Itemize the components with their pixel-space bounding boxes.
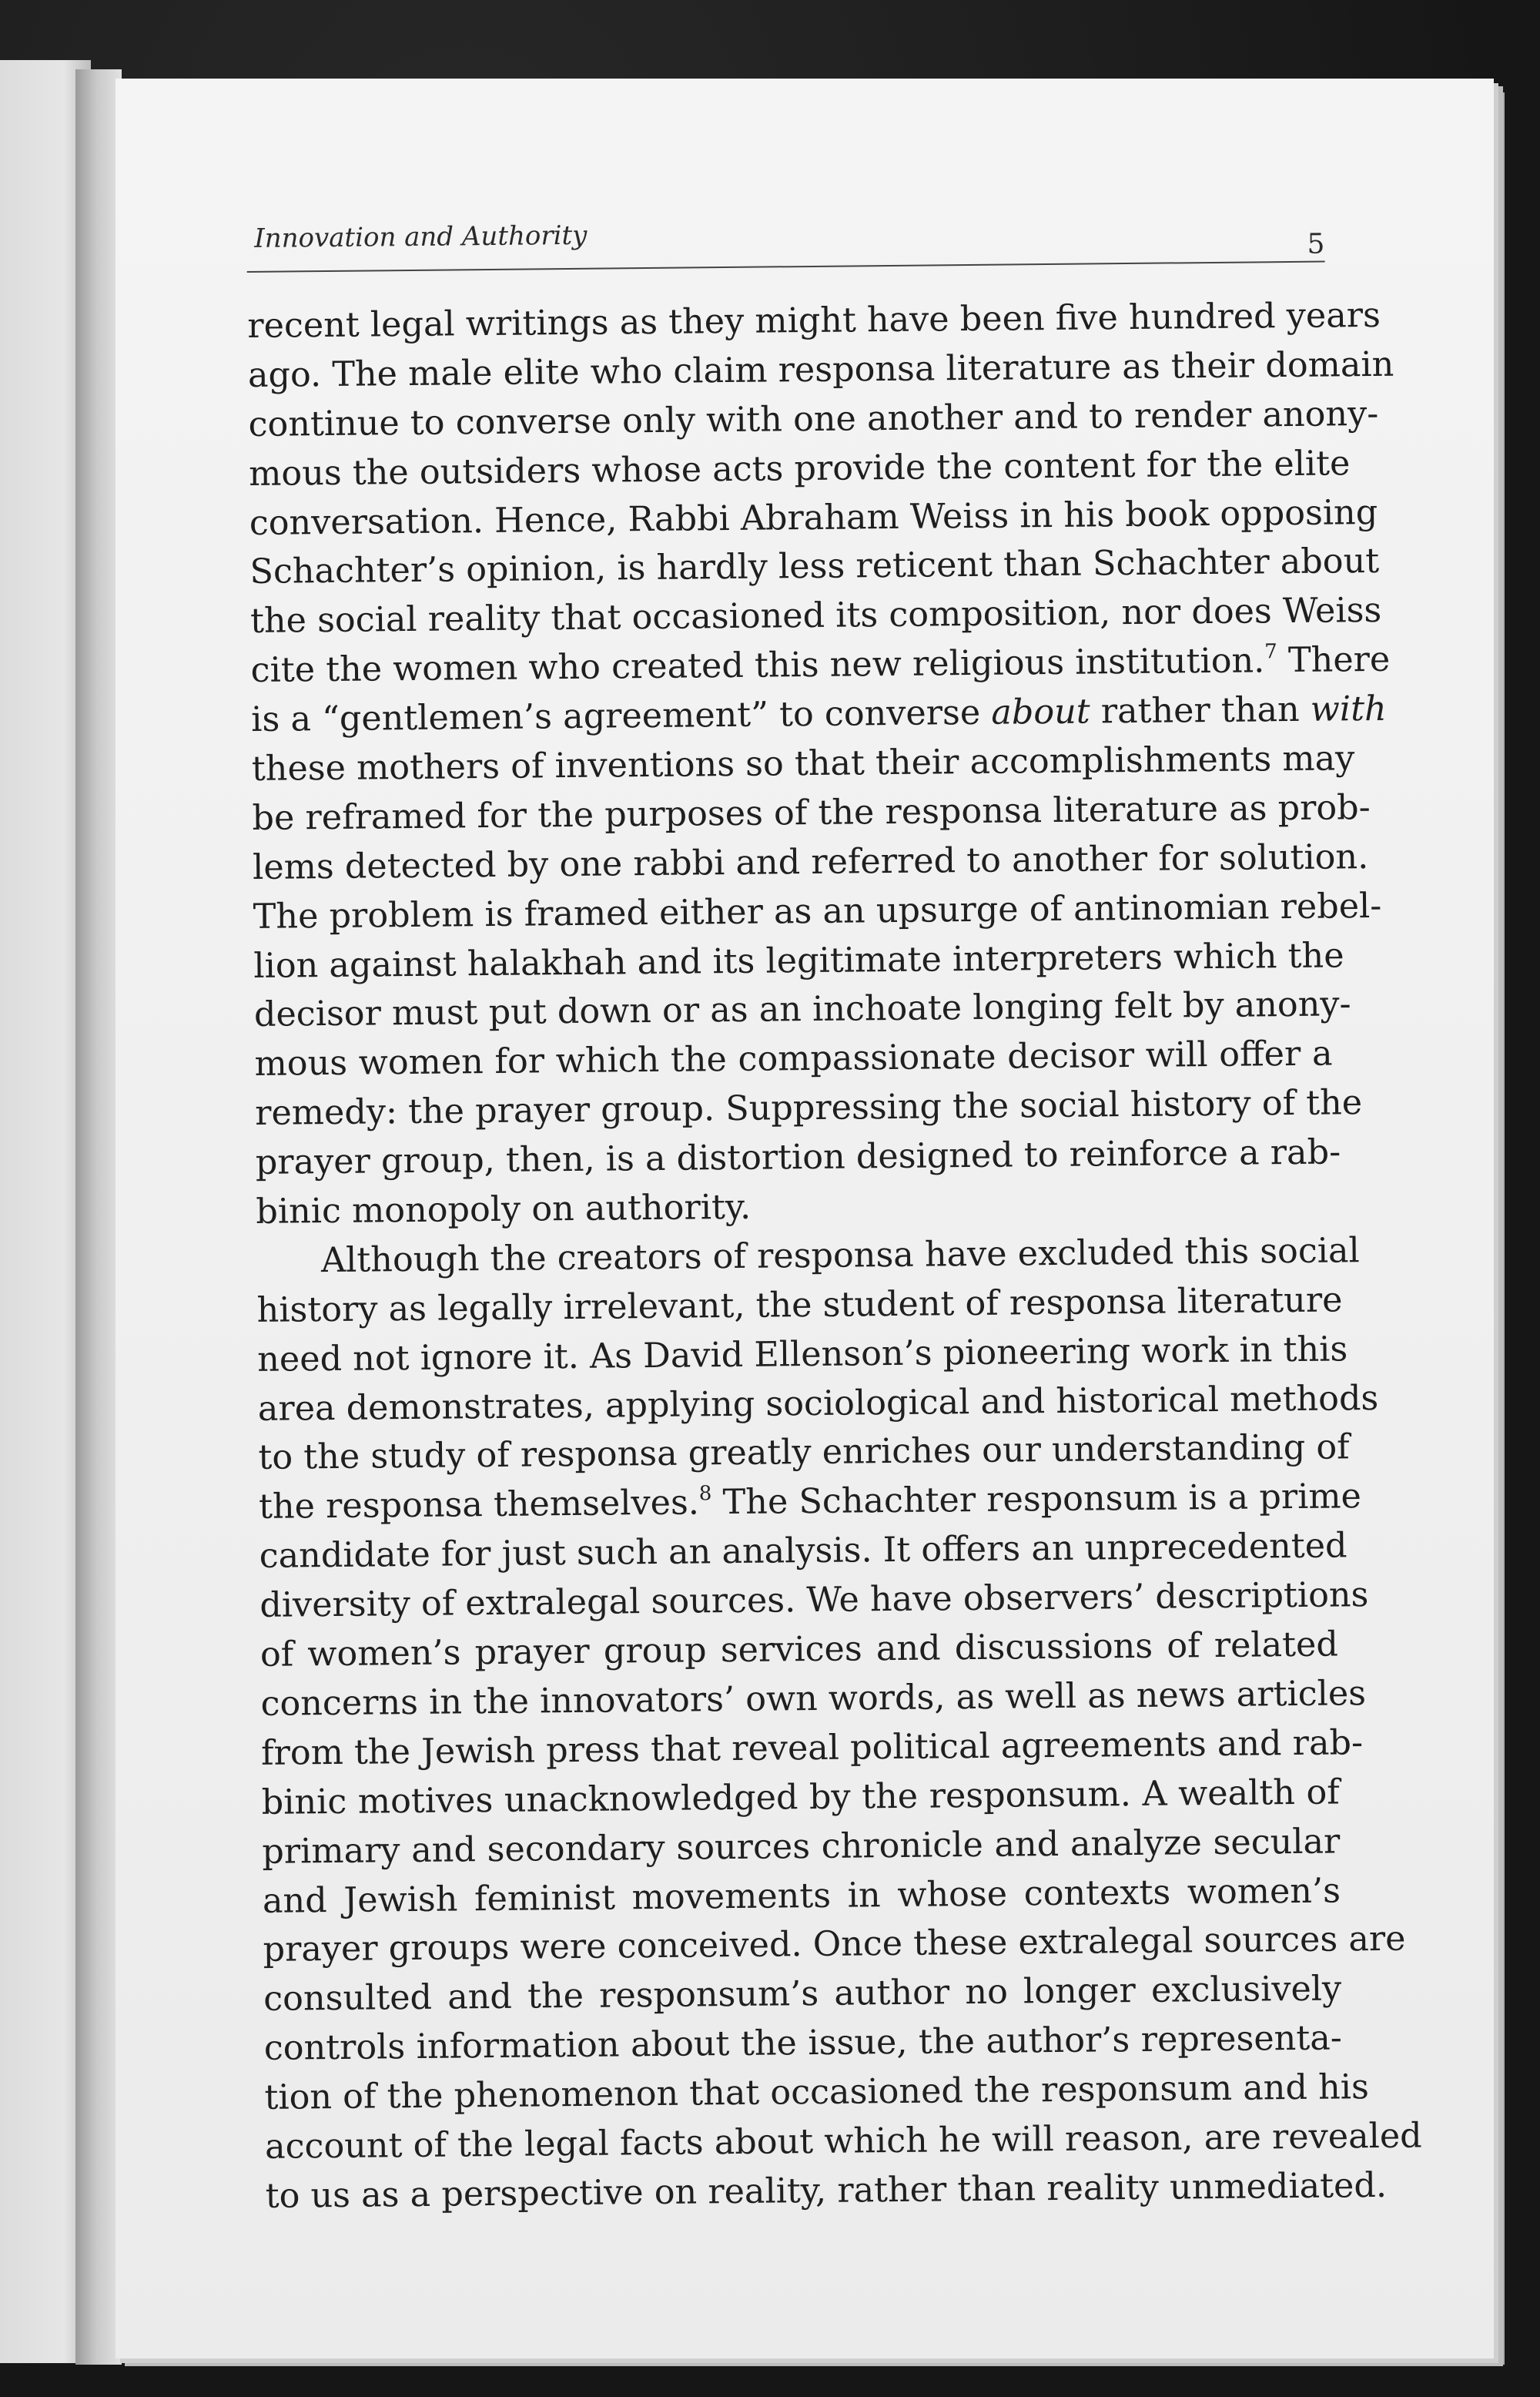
running-head: Innovation and Authority (254, 220, 588, 254)
text-line: remedy: the prayer group. Suppressing the social history of the (254, 1083, 1363, 1134)
emphasis-about: about (991, 692, 1090, 733)
body-text (247, 292, 1422, 2221)
text-line: decisor must put down or as an inchoate longing felt by anony- (253, 984, 1351, 1035)
text-line: continue to converse only with one another and to render anony- (248, 394, 1379, 444)
text-line: to the study of responsa greatly enriches our understanding of (258, 1427, 1350, 1478)
text-line: lion against halakhah and its legitimate interpreters which the (253, 935, 1344, 986)
text-line: prayer group, then, is a distortion designed to reinforce a rab- (255, 1132, 1341, 1183)
text-line: mous the outsiders whose acts provide the content for the elite (248, 443, 1351, 494)
text-line: these mothers of inventions so that their accomplishments may (251, 739, 1355, 789)
text-line: The problem is framed either as an upsurge of antinomian rebel- (253, 886, 1382, 937)
text-line: primary and secondary sources chronicle and analyze secular (262, 1822, 1341, 1872)
text-line: be reframed for the purposes of the responsa literature as prob- (252, 787, 1371, 838)
page-content (246, 206, 1422, 2221)
page-stack-edge (1494, 92, 1505, 2365)
text-segment: rather than (1090, 689, 1311, 732)
text-line: history as legally irrelevant, the student of responsa literature (256, 1280, 1343, 1330)
text-line: area demonstrates, applying sociological and historical methods (257, 1378, 1379, 1429)
text-line: candidate for just such an analysis. It offers an unprecedented (259, 1526, 1348, 1577)
text-line: conversation. Hence, Rabbi Abraham Weiss in his book opposing (249, 492, 1378, 543)
text-line: binic monopoly on authority. (256, 1187, 752, 1232)
text-line: to us as a perspective on reality, rather than reality unmediated. (265, 2165, 1388, 2216)
text-segment: is a “gentlemen’s agreement” to converse (251, 692, 992, 740)
text-line: need not ignore it. As David Ellenson’s pioneering work in this (257, 1329, 1348, 1380)
text-line: ago. The male elite who claim responsa literature as their domain (247, 344, 1394, 395)
text-line: account of the legal facts about which he will reason, are revealed (264, 2116, 1422, 2167)
text-line: binic motives unacknowledged by the responsum. A wealth of (261, 1772, 1340, 1822)
text-line: and Jewish feminist movements in whose contexts women’s (262, 1870, 1341, 1921)
text-segment: The Schachter responsum is a prime (711, 1477, 1362, 1523)
text-line: concerns in the innovators’ own words, as well as news articles (260, 1674, 1367, 1724)
page-number: 5 (1307, 228, 1325, 260)
text-segment: cite the women who created this new religious institution. (250, 641, 1265, 691)
footnote-marker-7: 7 (1264, 640, 1277, 664)
text-line: lems detected by one rabbi and referred to another for solution. (252, 836, 1369, 887)
footnote-marker-8: 8 (698, 1482, 712, 1506)
text-line: Schachter’s opinion, is hardly less reticent than Schachter about (249, 541, 1380, 592)
text-line: mous women for which the compassionate decisor will offer a (254, 1034, 1333, 1085)
text-line: prayer groups were conceived. Once these extralegal sources are (263, 1919, 1406, 1970)
text-line: recent legal writings as they might have been five hundred years (247, 295, 1381, 346)
page-header (246, 206, 1325, 273)
text-line: tion of the phenomenon that occasioned the responsum and his (264, 2067, 1370, 2117)
text-line: of women’s prayer group services and discussions of related (259, 1624, 1339, 1675)
text-line: controls information about the issue, the author’s representa- (263, 2018, 1343, 2069)
book-gutter (75, 69, 122, 2365)
text-line: diversity of extralegal sources. We have observers’ descriptions (259, 1575, 1369, 1626)
text-segment: the responsa themselves. (258, 1483, 700, 1527)
text-line: Although the creators of responsa have excluded this social (320, 1231, 1360, 1281)
text-line: consulted and the responsum’s author no longer exclusively (263, 1969, 1342, 2020)
text-line: from the Jewish press that reveal political agreements and rab- (260, 1723, 1364, 1773)
text-line: the social reality that occasioned its composition, nor does Weiss (249, 591, 1382, 642)
text-segment: There (1277, 640, 1391, 681)
emphasis-with: with (1310, 689, 1387, 729)
